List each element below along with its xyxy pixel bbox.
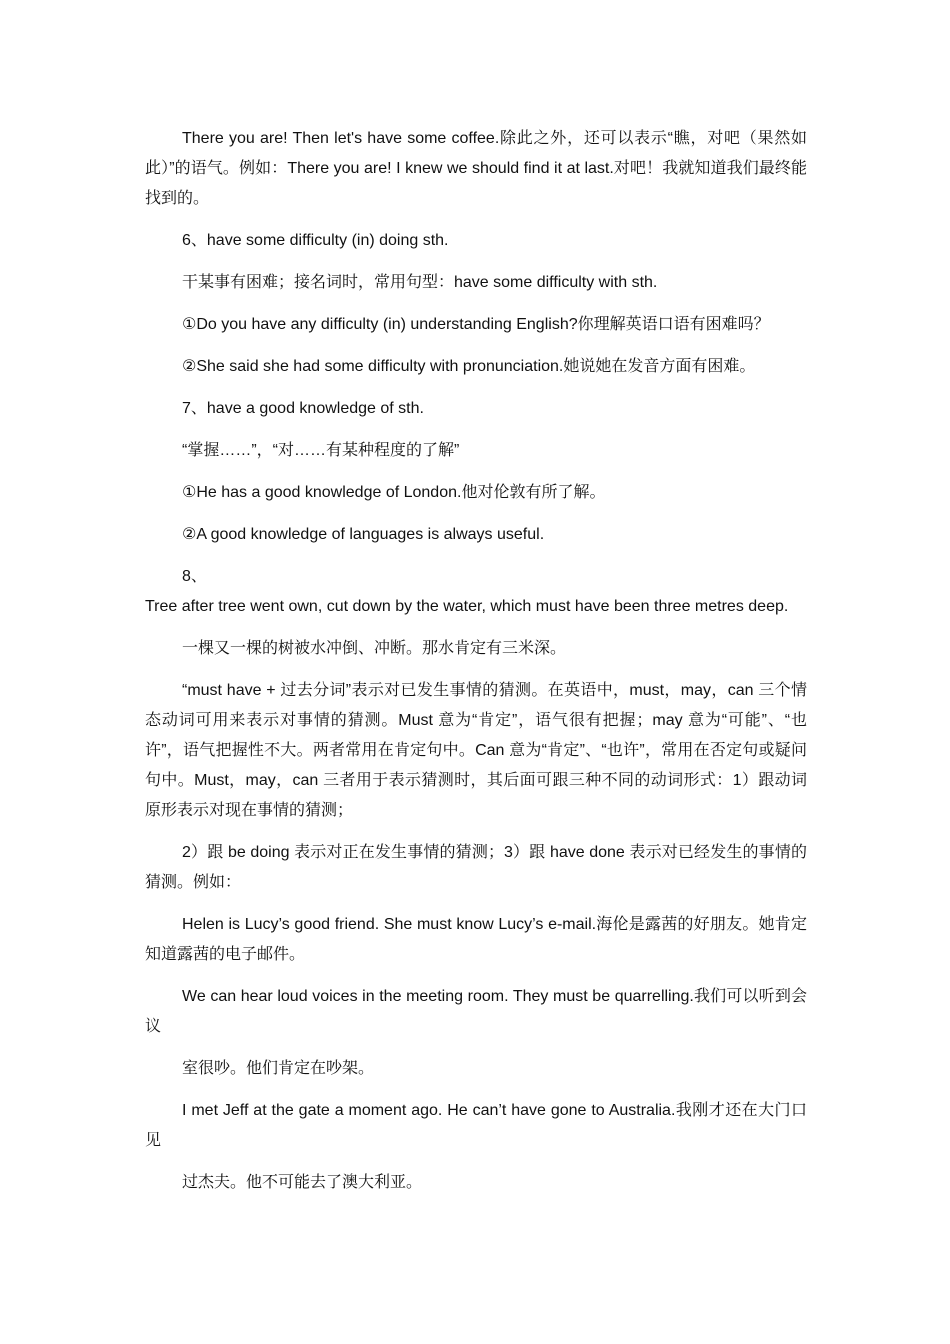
paragraph-item-6-meaning: 干某事有困难；接名词时，常用句型：have some difficulty with sth.	[182, 274, 658, 291]
example-helen: Helen is Lucy’s good friend. She must know Lucy’s e-mail.海伦是露茜的好朋友。她肯定知道露茜的电子邮件。	[145, 916, 807, 963]
example-item-7-2: ②A good knowledge of languages is always useful.	[182, 526, 545, 543]
paragraph-verb-forms: 2）跟 be doing 表示对正在发生事情的猜测；3）跟 have done 表示对已经发生的事情的猜测。例如：	[145, 844, 807, 891]
document-body	[145, 124, 807, 1210]
sentence-item-8: Tree after tree went own, cut down by the water, which must have been three metres deep.	[145, 598, 789, 615]
heading-item-7: 7、have a good knowledge of sth.	[182, 400, 424, 417]
example-meeting-room: We can hear loud voices in the meeting room. They must be quarrelling.我们可以听到会议	[145, 988, 807, 1035]
heading-item-6: 6、have some difficulty (in) doing sth.	[182, 232, 449, 249]
example-meeting-room-cont: 室很吵。他们肯定在吵架。	[182, 1060, 375, 1077]
paragraph-item-7-meaning: “掌握……”，“对……有某种程度的了解”	[182, 442, 460, 459]
example-item-6-1: ①Do you have any difficulty (in) understanding English?你理解英语口语有困难吗？	[182, 316, 770, 333]
example-jeff-cont: 过杰夫。他不可能去了澳大利亚。	[182, 1174, 423, 1191]
example-jeff: I met Jeff at the gate a moment ago. He can’t have gone to Australia.我刚才还在大门口见	[145, 1102, 807, 1149]
translation-item-8: 一棵又一棵的树被水冲倒、冲断。那水肯定有三米深。	[182, 640, 567, 657]
heading-item-8: 8、	[182, 568, 207, 585]
example-item-7-1: ①He has a good knowledge of London.他对伦敦有所了解。	[182, 484, 606, 501]
example-item-6-2: ②She said she had some difficulty with pronunciation.她说她在发音方面有困难。	[182, 358, 756, 375]
paragraph-there-you-are: There you are! Then let's have some coffee.除此之外，还可以表示“瞧，对吧（果然如此）”的语气。例如：There you are! I knew we should find it at last.对吧！我就知道我们最终能找到的。	[145, 130, 807, 207]
paragraph-must-have-explanation: “must have + 过去分词”表示对已发生事情的猜测。在英语中，must，may，can 三个情态动词可用来表示对事情的猜测。Must 意为“肯定”，语气很有把握；may 意为“可能”、“也许”，语气把握性不大。两者常用在肯定句中。Can 意为“肯定”、“也许”，常用在否定句或疑问句中。Must，may，can 三者用于表示猜测时，其后面可跟三种不同的动词形式：1）跟动词原形表示对现在事情的猜测；	[145, 682, 807, 819]
